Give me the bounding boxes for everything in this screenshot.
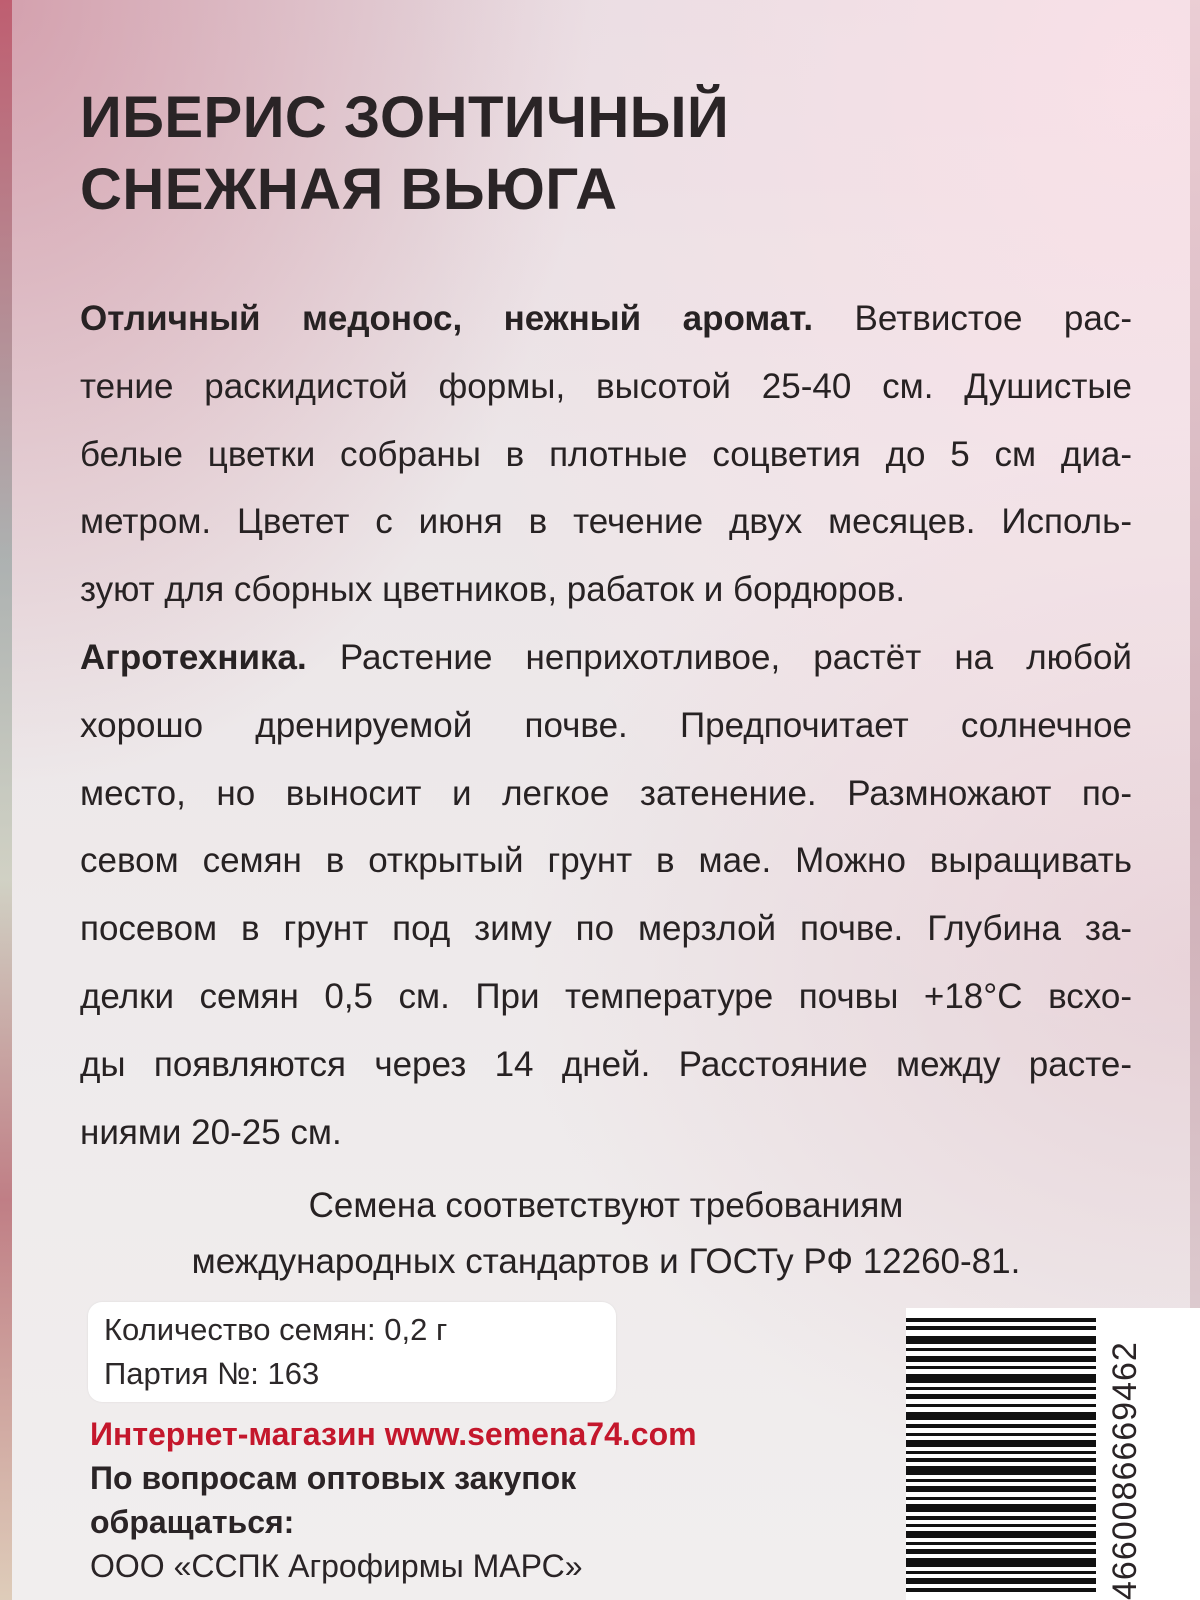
barcode-bar <box>906 1387 1096 1390</box>
agrotech-line: делки семян 0,5 см. При температуре почвы +18°С всхо- <box>80 976 1132 1016</box>
title-line-2: СНЕЖНАЯ ВЬЮГА <box>80 157 618 222</box>
barcode-bar <box>906 1549 1096 1554</box>
barcode-bar <box>906 1542 1096 1545</box>
barcode-bar <box>906 1558 1096 1567</box>
standards-note <box>80 1178 1132 1290</box>
description-line: белые цветки собраны в плотные соцветия до 5 см диа- <box>80 434 1132 474</box>
barcode-bar <box>906 1588 1096 1592</box>
product-description <box>80 285 1132 1166</box>
description-line: Отличный медонос, нежный аромат. Ветвистое рас- <box>80 299 1132 338</box>
barcode-bar <box>906 1531 1096 1538</box>
barcode-bar <box>906 1458 1096 1462</box>
wholesale-line-1: По вопросам оптовых закупок <box>90 1460 577 1496</box>
agrotech-line: севом семян в открытый грунт в мае. Можно выращивать <box>80 841 1132 881</box>
barcode-bar <box>906 1578 1096 1584</box>
barcode-bar <box>906 1571 1096 1574</box>
barcode-bar <box>906 1479 1096 1482</box>
packet-footer <box>90 1412 890 1588</box>
agrotech-line: Агротехника. Растение неприхотливое, растёт на любой <box>80 637 1132 677</box>
barcode-bar <box>906 1433 1096 1436</box>
barcode-bar <box>906 1412 1096 1420</box>
standards-line-2: международных стандартов и ГОСТу РФ 12260-81. <box>191 1242 1021 1281</box>
packet-edge-decoration-left <box>0 0 12 1600</box>
barcode-bar <box>906 1374 1096 1383</box>
barcode-bar <box>906 1366 1096 1369</box>
barcode-bar <box>906 1516 1096 1520</box>
description-line: метром. Цветет с июня в течение двух месяцев. Исполь- <box>80 502 1132 542</box>
product-title <box>80 82 1140 226</box>
barcode-bar <box>906 1440 1096 1447</box>
company-name: ООО «ССПК Агрофирмы МАРС» <box>90 1548 583 1584</box>
online-shop-link[interactable]: Интернет-магазин www.semena74.com <box>90 1416 697 1452</box>
seed-info-box <box>88 1302 616 1402</box>
barcode-bar <box>906 1451 1096 1454</box>
barcode-bar <box>906 1336 1096 1344</box>
agrotech-line: хорошо дренируемой почве. Предпочитает солнечное <box>80 705 1132 745</box>
barcode-bar <box>906 1466 1096 1475</box>
agrotech-line: место, но выносит и легкое затенение. Размножают по- <box>80 773 1132 813</box>
standards-line-1: Семена соответствуют требованиям <box>308 1186 904 1225</box>
barcode-number: 4660086669462 <box>1106 1341 1144 1600</box>
description-line: тение раскидистой формы, высотой 25-40 см. Душистые <box>80 366 1132 406</box>
description-lead: Отличный медонос, нежный аромат. <box>80 299 814 338</box>
agrotech-lead: Агротехника. <box>80 637 307 677</box>
description-line: зуют для сборных цветников, рабаток и бордюров. <box>80 570 906 610</box>
barcode <box>906 1308 1200 1600</box>
batch-number: Партия №: 163 <box>104 1356 320 1391</box>
barcode-bar <box>906 1318 1096 1322</box>
barcode-bar <box>906 1404 1096 1407</box>
barcode-bars <box>906 1308 1200 1600</box>
barcode-bar <box>906 1356 1096 1362</box>
barcode-bar <box>906 1524 1096 1527</box>
seed-quantity: Количество семян: 0,2 г <box>104 1312 448 1347</box>
barcode-bar <box>906 1424 1096 1428</box>
title-line-1: ИБЕРИС ЗОНТИЧНЫЙ <box>80 85 730 150</box>
agrotech-line: ды появляются через 14 дней. Расстояние между расте- <box>80 1044 1132 1084</box>
barcode-bar <box>906 1504 1096 1512</box>
agrotech-line: посевом в грунт под зиму по мерзлой почве. Глубина за- <box>80 909 1132 949</box>
agrotech-line: ниями 20-25 см. <box>80 1112 342 1152</box>
barcode-bar <box>906 1497 1096 1500</box>
barcode-bar <box>906 1348 1096 1351</box>
barcode-bar <box>906 1326 1096 1330</box>
wholesale-line-2: обращаться: <box>90 1504 295 1540</box>
barcode-bar <box>906 1394 1096 1399</box>
barcode-bar <box>906 1486 1096 1492</box>
